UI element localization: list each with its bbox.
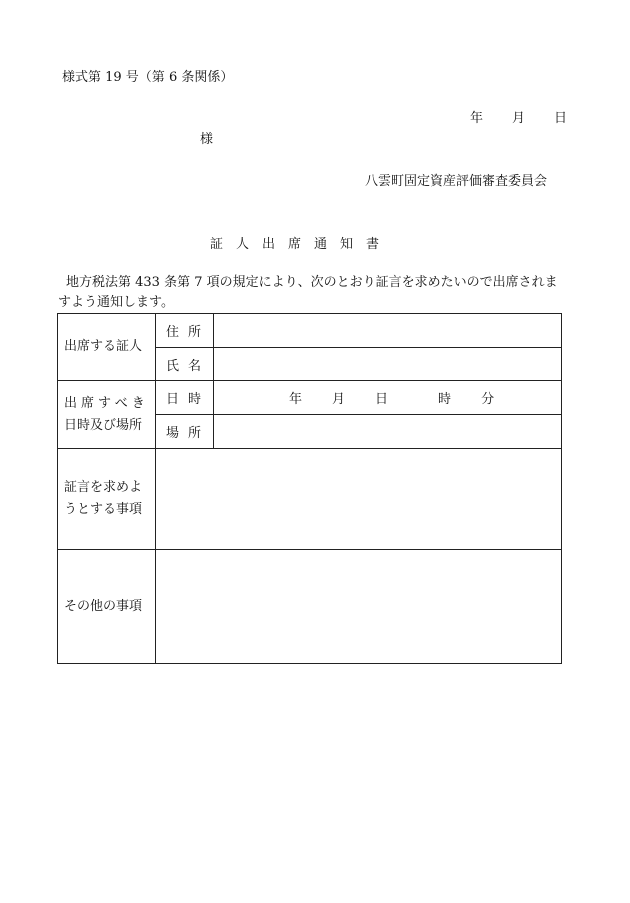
datetime-label: 日 時 [156,381,214,415]
other-field[interactable] [156,550,562,664]
testimony-label-line2: うとする事項 [64,502,143,517]
issuer-name: 八雲町固定資産評価審査委員会 [365,174,548,189]
title-char: 証 [210,237,224,252]
place-field[interactable] [214,415,562,449]
testimony-label [58,449,156,550]
dt-day: 日 [375,392,389,407]
addressee-suffix: 様 [200,132,214,147]
attendance-label-line2: 日時及び場所 [64,417,143,433]
other-label: その他の事項 [58,550,156,664]
dt-hour: 時 [438,392,452,407]
name-label: 氏 名 [156,348,214,381]
title-char: 席 [288,237,302,252]
body-text: 地方税法第 433 条第 7 項の規定により、次のとおり証言を求めたいので出席されますよう通知します。 [58,275,558,310]
table-row [58,314,562,348]
date-year: 年 [470,111,484,126]
dt-year: 年 [289,392,303,407]
table-row [58,550,562,664]
date-month: 月 [512,111,526,126]
title-char: 通 [314,237,328,252]
date-day: 日 [554,111,568,126]
attendance-label-line1: 出席すべき [64,395,149,411]
document-title [210,233,392,252]
title-char: 出 [262,237,276,252]
form-number: 様式第 19 号（第 6 条関係） [62,70,234,85]
witness-label: 出席する証人 [58,314,156,381]
name-field[interactable] [214,348,562,381]
title-char: 知 [340,237,354,252]
dt-minute: 分 [481,392,495,407]
dt-month: 月 [332,392,346,407]
table-row [58,381,562,415]
table-row [58,449,562,550]
date-line [470,107,567,126]
form-table [57,313,562,664]
title-char: 人 [236,237,250,252]
datetime-field[interactable] [214,381,562,415]
testimony-field[interactable] [156,449,562,550]
attendance-label [58,381,156,449]
address-label: 住 所 [156,314,214,348]
place-label: 場 所 [156,415,214,449]
testimony-label-line1: 証言を求めよ [64,480,143,495]
address-field[interactable] [214,314,562,348]
title-char: 書 [366,237,380,252]
